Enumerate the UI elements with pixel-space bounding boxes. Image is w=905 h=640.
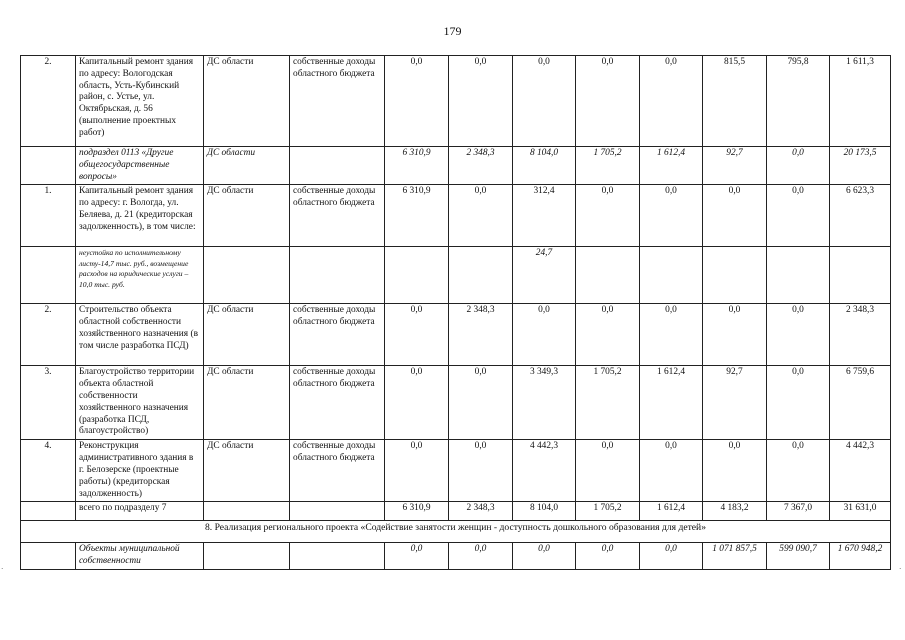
value-cell: 0,0 [640, 304, 703, 366]
value-cell [385, 247, 449, 304]
value-cell: 20 173,5 [830, 147, 891, 185]
item-name: подраздел 0113 «Другие общегосударственные вопросы» [76, 147, 204, 185]
row-number: 1. [21, 185, 76, 247]
value-cell: 6 310,9 [385, 502, 449, 521]
value-cell: 0,0 [449, 56, 513, 147]
responsible-body [204, 543, 290, 570]
value-cell: 2 348,3 [449, 502, 513, 521]
value-cell: 0,0 [703, 185, 767, 247]
value-cell: 0,0 [449, 440, 513, 502]
row-number [21, 502, 76, 521]
value-cell: 6 310,9 [385, 147, 449, 185]
value-cell: 599 090,7 [767, 543, 830, 570]
value-cell: 2 348,3 [449, 147, 513, 185]
budget-table [20, 55, 891, 570]
table-row [21, 543, 891, 570]
value-cell: 7 367,0 [767, 502, 830, 521]
responsible-body: ДС области [204, 366, 290, 440]
value-cell: 1 071 857,5 [703, 543, 767, 570]
value-cell: 0,0 [703, 304, 767, 366]
right-edge-mark: · [899, 565, 902, 573]
value-cell: 0,0 [767, 440, 830, 502]
row-number: 2. [21, 56, 76, 147]
responsible-body: ДС области [204, 147, 290, 185]
left-edge-mark: · [1, 565, 4, 573]
value-cell: 0,0 [640, 440, 703, 502]
table-row [21, 247, 891, 304]
table-row [21, 185, 891, 247]
table-row [21, 304, 891, 366]
value-cell: 0,0 [449, 543, 513, 570]
value-cell: 0,0 [576, 543, 640, 570]
row-number: 2. [21, 304, 76, 366]
value-cell: 6 623,3 [830, 185, 891, 247]
value-cell: 6 759,6 [830, 366, 891, 440]
row-number: 3. [21, 366, 76, 440]
value-cell: 4 183,2 [703, 502, 767, 521]
value-cell: 0,0 [385, 543, 449, 570]
value-cell: 4 442,3 [513, 440, 576, 502]
value-cell: 0,0 [576, 304, 640, 366]
value-cell: 1 611,3 [830, 56, 891, 147]
responsible-body [204, 247, 290, 304]
table-row [21, 440, 891, 502]
value-cell: 0,0 [513, 56, 576, 147]
value-cell [576, 247, 640, 304]
funding-source: собственные доходы областного бюджета [290, 304, 385, 366]
value-cell: 2 348,3 [449, 304, 513, 366]
value-cell: 0,0 [703, 440, 767, 502]
section-title: 8. Реализация регионального проекта «Содействие занятости женщин - доступность дошкольного образования для детей» [21, 521, 891, 543]
value-cell: 0,0 [385, 440, 449, 502]
value-cell: 0,0 [385, 366, 449, 440]
item-name: неустойка по исполнительному листу-14,7 тыс. руб., возмещение расходов на юридические услуги – 10,0 тыс. руб. [76, 247, 204, 304]
table-row [21, 502, 891, 521]
item-name: всего по подразделу 7 [76, 502, 204, 521]
value-cell: 24,7 [513, 247, 576, 304]
section-header-row [21, 521, 891, 543]
value-cell: 0,0 [640, 543, 703, 570]
row-number [21, 247, 76, 304]
row-number [21, 147, 76, 185]
value-cell: 0,0 [576, 56, 640, 147]
value-cell: 4 442,3 [830, 440, 891, 502]
value-cell: 31 631,0 [830, 502, 891, 521]
value-cell: 312,4 [513, 185, 576, 247]
value-cell: 795,8 [767, 56, 830, 147]
value-cell: 0,0 [576, 440, 640, 502]
item-name: Капитальный ремонт здания по адресу: Вологодская область, Усть-Кубинский район, с. Устье, ул. Октябрьская, д. 56 (выполнение проектных работ) [76, 56, 204, 147]
value-cell: 0,0 [576, 185, 640, 247]
value-cell: 8 104,0 [513, 502, 576, 521]
value-cell: 0,0 [767, 147, 830, 185]
value-cell: 92,7 [703, 366, 767, 440]
value-cell: 3 349,3 [513, 366, 576, 440]
responsible-body: ДС области [204, 440, 290, 502]
table-row [21, 366, 891, 440]
table-body [21, 56, 891, 570]
value-cell: 8 104,0 [513, 147, 576, 185]
item-name: Благоустройство территории объекта областной собственности хозяйственного назначения (разработка ПСД, благоустройство) [76, 366, 204, 440]
value-cell: 0,0 [449, 185, 513, 247]
responsible-body [204, 502, 290, 521]
value-cell: 1 612,4 [640, 147, 703, 185]
value-cell [640, 247, 703, 304]
value-cell [449, 247, 513, 304]
value-cell [830, 247, 891, 304]
item-name: Реконструкция административного здания в г. Белозерске (проектные работы) (кредиторская задолженность) [76, 440, 204, 502]
funding-source: собственные доходы областного бюджета [290, 440, 385, 502]
table-row [21, 56, 891, 147]
value-cell: 1 705,2 [576, 502, 640, 521]
responsible-body: ДС области [204, 304, 290, 366]
funding-source [290, 502, 385, 521]
funding-source [290, 147, 385, 185]
value-cell: 1 612,4 [640, 502, 703, 521]
item-name: Капитальный ремонт здания по адресу: г. Вологда, ул. Беляева, д. 21 (кредиторская задолженность), в том числе: [76, 185, 204, 247]
value-cell: 0,0 [385, 304, 449, 366]
responsible-body: ДС области [204, 56, 290, 147]
value-cell: 0,0 [640, 185, 703, 247]
value-cell [767, 247, 830, 304]
page-number: 179 [443, 24, 462, 38]
table-row [21, 147, 891, 185]
value-cell: 2 348,3 [830, 304, 891, 366]
funding-source [290, 247, 385, 304]
value-cell: 92,7 [703, 147, 767, 185]
value-cell: 0,0 [449, 366, 513, 440]
value-cell: 0,0 [513, 543, 576, 570]
value-cell: 6 310,9 [385, 185, 449, 247]
row-number [21, 543, 76, 570]
row-number: 4. [21, 440, 76, 502]
value-cell: 1 705,2 [576, 147, 640, 185]
funding-source: собственные доходы областного бюджета [290, 56, 385, 147]
funding-source: собственные доходы областного бюджета [290, 185, 385, 247]
value-cell: 1 670 948,2 [830, 543, 891, 570]
item-name: Объекты муниципальной собственности [76, 543, 204, 570]
value-cell: 0,0 [767, 304, 830, 366]
value-cell: 0,0 [767, 366, 830, 440]
responsible-body: ДС области [204, 185, 290, 247]
value-cell: 1 612,4 [640, 366, 703, 440]
item-name: Строительство объекта областной собственности хозяйственного назначения (в том числе разработка ПСД) [76, 304, 204, 366]
value-cell [703, 247, 767, 304]
value-cell: 815,5 [703, 56, 767, 147]
value-cell: 0,0 [385, 56, 449, 147]
funding-source [290, 543, 385, 570]
value-cell: 0,0 [767, 185, 830, 247]
funding-source: собственные доходы областного бюджета [290, 366, 385, 440]
value-cell: 0,0 [640, 56, 703, 147]
value-cell: 0,0 [513, 304, 576, 366]
value-cell: 1 705,2 [576, 366, 640, 440]
